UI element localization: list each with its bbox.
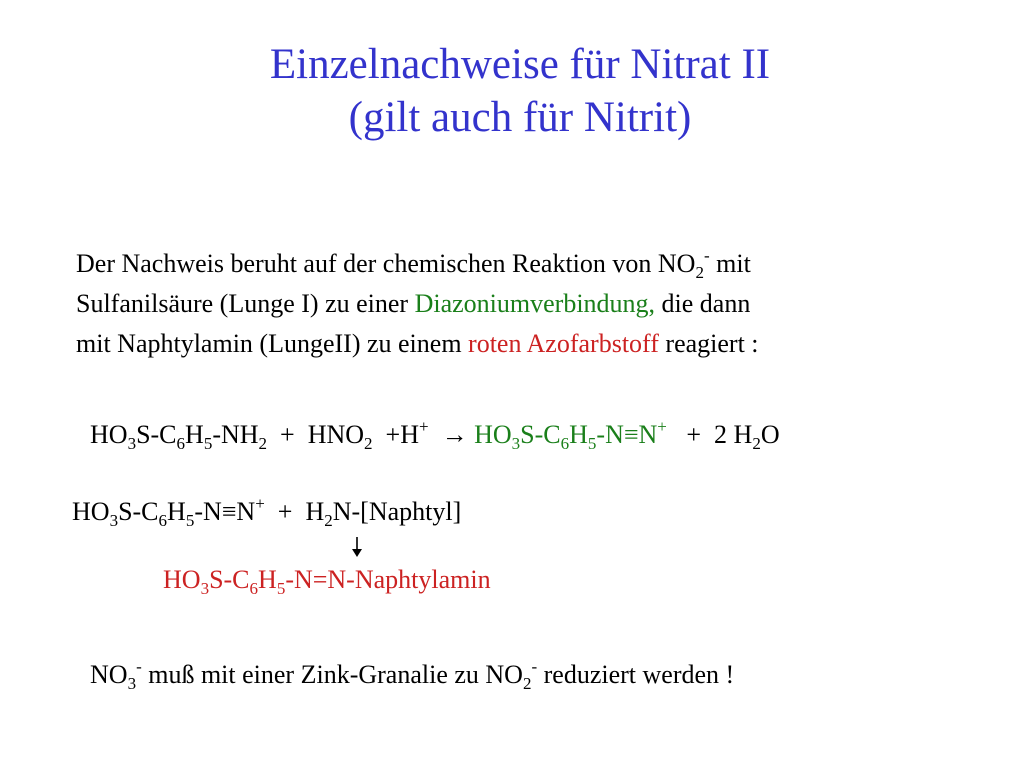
formula-part: S-C xyxy=(209,565,250,594)
text: Der Nachweis beruht auf der chemischen Reaktion von NO xyxy=(76,249,696,278)
formula-part: + xyxy=(657,417,667,436)
highlight-azo-dye: roten Azofarbstoff xyxy=(468,329,659,358)
reaction-arrow-icon: → xyxy=(441,420,468,449)
reactant-naphthylamine xyxy=(305,497,462,530)
formula-part: 2 xyxy=(522,674,532,693)
title-line-1: Einzelnachweise für Nitrat II xyxy=(269,41,771,88)
title-line-2: (gilt auch für Nitrit) xyxy=(348,94,692,141)
formula-part: 6 xyxy=(560,434,570,453)
text: reagiert : xyxy=(658,329,759,358)
formula-part: N xyxy=(236,497,256,526)
formula-part: 2 xyxy=(364,434,373,453)
product-water xyxy=(714,420,780,453)
plus-sign: + xyxy=(385,420,401,449)
formula-part: HO xyxy=(72,497,110,526)
formula-part: NO xyxy=(90,660,128,689)
formula-part: N-[Naphtyl] xyxy=(332,497,462,526)
formula-part: - xyxy=(136,657,142,676)
formula-part: + xyxy=(255,494,265,513)
formula-part: 5 xyxy=(203,434,213,453)
formula-part: 3 xyxy=(127,674,137,693)
formula-part: H xyxy=(185,420,204,449)
formula-part: H xyxy=(569,420,588,449)
formula-part: + xyxy=(419,417,429,436)
formula-part: HO xyxy=(474,420,512,449)
text: mit Naphtylamin (LungeII) zu einem xyxy=(76,329,469,358)
reactant-proton xyxy=(400,417,429,449)
reactant-sulfanilic-acid xyxy=(90,420,268,453)
formula-part: S-C xyxy=(118,497,159,526)
formula-part: H xyxy=(400,420,419,449)
formula-part: 2 H xyxy=(714,420,753,449)
formula-part: 6 xyxy=(249,579,259,598)
formula-part: -NH xyxy=(212,420,259,449)
formula-part: 3 xyxy=(200,579,210,598)
formula-part: 3 xyxy=(109,511,119,530)
formula-part: 6 xyxy=(176,434,186,453)
text: die dann xyxy=(655,289,751,318)
plus-sign: + xyxy=(277,497,293,526)
arrow-down-icon xyxy=(350,536,364,558)
formula-part: 2 xyxy=(752,434,761,453)
reaction-equation-1 xyxy=(90,417,780,453)
formula-part: 6 xyxy=(158,511,168,530)
paragraph-line-2 xyxy=(76,284,1016,324)
formula-part: S-C xyxy=(520,420,561,449)
azo-dye-product xyxy=(163,565,491,598)
formula-part: -N=N-Naphtylamin xyxy=(285,565,491,594)
formula-part: S-C xyxy=(136,420,177,449)
formula-part: H xyxy=(167,497,186,526)
reactant-diazonium xyxy=(72,494,265,530)
reactant-nitrous-acid xyxy=(307,420,373,453)
formula-part: 3 xyxy=(511,434,521,453)
slide-title xyxy=(0,38,1024,144)
plus-sign: + xyxy=(280,420,295,449)
nitrate-reduction-note xyxy=(90,657,735,693)
formula-part: 5 xyxy=(276,579,286,598)
formula-part: -N xyxy=(194,497,222,526)
formula-part: HNO xyxy=(307,420,365,449)
formula-part: HO xyxy=(163,565,201,594)
formula-part: 2 xyxy=(258,434,268,453)
formula-part: 5 xyxy=(185,511,195,530)
highlight-diazonium: Diazoniumverbindung, xyxy=(414,289,656,318)
text: Sulfanilsäure (Lunge I) zu einer xyxy=(76,289,415,318)
paragraph-line-3 xyxy=(76,324,1016,364)
plus-sign: + xyxy=(686,420,702,449)
subscript: 2 xyxy=(695,263,704,282)
formula-part: reduziert werden ! xyxy=(537,660,735,689)
reaction-equation-2 xyxy=(72,494,462,530)
formula-part: 3 xyxy=(127,434,137,453)
superscript: - xyxy=(703,246,710,265)
formula-part: H xyxy=(305,497,325,526)
formula-part: muß mit einer Zink-Granalie zu NO xyxy=(141,660,523,689)
product-diazonium xyxy=(474,417,667,453)
formula-part: -N≡N xyxy=(596,420,658,449)
explanation-paragraph xyxy=(76,244,1016,364)
triple-bond: ≡ xyxy=(221,497,237,526)
formula-part: O xyxy=(760,420,780,449)
formula-part: 2 xyxy=(324,511,333,530)
formula-part: - xyxy=(531,657,538,676)
formula-part: HO xyxy=(90,420,128,449)
formula-part: H xyxy=(258,565,277,594)
paragraph-line-1 xyxy=(76,244,1016,284)
formula-part: 5 xyxy=(587,434,597,453)
text: mit xyxy=(709,249,751,278)
